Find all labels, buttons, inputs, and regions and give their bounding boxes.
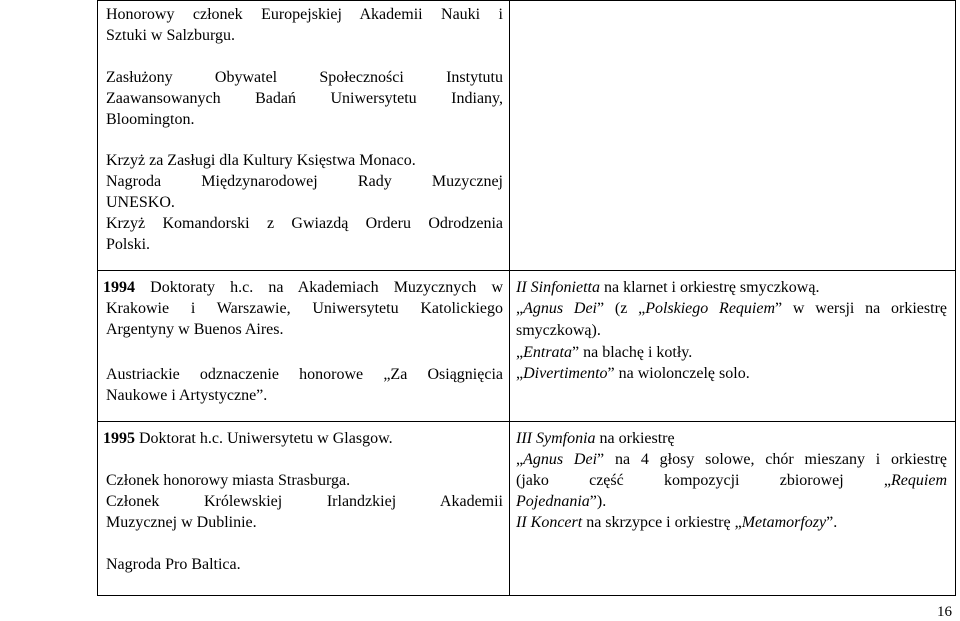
work-description: (jako część kompozycji zbiorowej „: [516, 471, 892, 489]
table-border-right: [955, 0, 956, 596]
quote-mark: „: [516, 450, 524, 468]
table-border-bottom: [97, 595, 956, 596]
work-title: III Symfonia: [516, 429, 596, 447]
work-line: [516, 298, 947, 320]
work-description: ” na blachę i kotły.: [572, 343, 693, 361]
event-paragraph: [106, 470, 503, 533]
quote-mark: „: [516, 343, 524, 361]
event-paragraph: [106, 364, 503, 406]
table-row-divider: [97, 421, 956, 422]
work-title: II Sinfonietta: [516, 278, 600, 296]
event-line: Bloomington.: [106, 110, 195, 128]
work-line: [516, 470, 947, 491]
work-description: ” na 4 głosy solowe, chór mieszany i orkiestrę: [597, 450, 947, 468]
work-line: [516, 449, 947, 470]
work-line: [516, 512, 947, 533]
work-line: [516, 277, 947, 299]
work-description: ” (z „: [597, 300, 646, 318]
event-line: [103, 428, 503, 449]
event-line: Naukowe i Artystyczne”.: [106, 386, 268, 404]
event-line: Członek honorowy miasta Strasburga.: [106, 471, 351, 489]
work-description: na klarnet i orkiestrę smyczkową.: [599, 278, 820, 296]
work-description: ” na wiolonczelę solo.: [607, 365, 750, 383]
work-description: na skrzypce i orkiestrę „: [582, 513, 742, 531]
event-line: Krzyż za Zasługi dla Kultury Księstwa Monaco.: [106, 151, 416, 169]
table-row-divider: [97, 270, 956, 271]
table-column-divider: [509, 0, 510, 596]
event-line: Argentyny w Buenos Aires.: [106, 321, 284, 338]
event-line: Muzycznej w Dublinie.: [106, 513, 257, 531]
work-title: Entrata: [523, 343, 572, 361]
work-title: Agnus Dei: [523, 450, 598, 468]
work-line: [516, 342, 947, 364]
work-title: II Koncert: [516, 513, 583, 531]
work-description: ” w wersji na orkiestrę: [775, 300, 947, 318]
event-text: Doktoraty h.c. na Akademiach Muzycznych w: [150, 279, 504, 296]
event-line: Austriackie odznaczenie honorowe „Za Osiągnięcia: [106, 365, 503, 383]
event-line: Krzyż Komandorski z Gwiazdą Orderu Odrodzenia: [106, 214, 503, 232]
event-line: [103, 277, 504, 298]
year-label: 1994: [103, 279, 135, 296]
event-line: Sztuki w Salzburgu.: [106, 26, 236, 44]
work-description: ”).: [589, 492, 607, 510]
event-line: Członek Królewskiej Irlandzkiej Akademii: [106, 492, 503, 510]
event-paragraph: [106, 150, 503, 255]
event-paragraph: [106, 4, 503, 46]
event-line: Zasłużony Obywatel Społeczności Instytutu: [106, 68, 503, 86]
page-number: 16: [937, 604, 952, 620]
work-line: [516, 363, 947, 385]
work-line: [516, 491, 947, 512]
event-paragraph: [103, 277, 504, 340]
works-cell: [516, 428, 947, 533]
event-line: Honorowy członek Europejskiej Akademii Nauki i: [106, 5, 503, 23]
event-line: Nagroda Pro Baltica.: [106, 555, 241, 573]
event-paragraph: [106, 554, 503, 575]
quote-mark: „: [516, 365, 524, 383]
event-line: Zaawansowanych Badań Uniwersytetu Indiany,: [106, 89, 503, 107]
work-title: Divertimento: [523, 365, 608, 383]
work-title: Requiem: [891, 471, 947, 489]
work-description: ”.: [826, 513, 838, 531]
works-cell: [516, 277, 947, 385]
table-border-left: [97, 0, 98, 596]
event-text: Doktorat h.c. Uniwersytetu w Glasgow.: [139, 429, 393, 447]
work-title: Agnus Dei: [523, 300, 597, 318]
work-title: Metamorfozy: [741, 513, 827, 531]
quote-mark: „: [516, 300, 524, 318]
event-paragraph: [106, 67, 503, 130]
table-border-top: [97, 0, 956, 1]
event-line: Polski.: [106, 235, 151, 253]
work-description: smyczkową).: [516, 321, 601, 339]
work-description: na orkiestrę: [595, 429, 675, 447]
work-title: Pojednania: [516, 492, 590, 510]
event-line: UNESKO.: [106, 193, 175, 211]
work-line: [516, 320, 947, 342]
event-paragraph: [103, 428, 503, 449]
year-label: 1995: [103, 429, 135, 447]
event-line: Krakowie i Warszawie, Uniwersytetu Katolickiego: [106, 300, 503, 317]
event-line: Nagroda Międzynarodowej Rady Muzycznej: [106, 172, 503, 190]
work-title: Polskiego Requiem: [645, 300, 776, 318]
work-line: [516, 428, 947, 449]
